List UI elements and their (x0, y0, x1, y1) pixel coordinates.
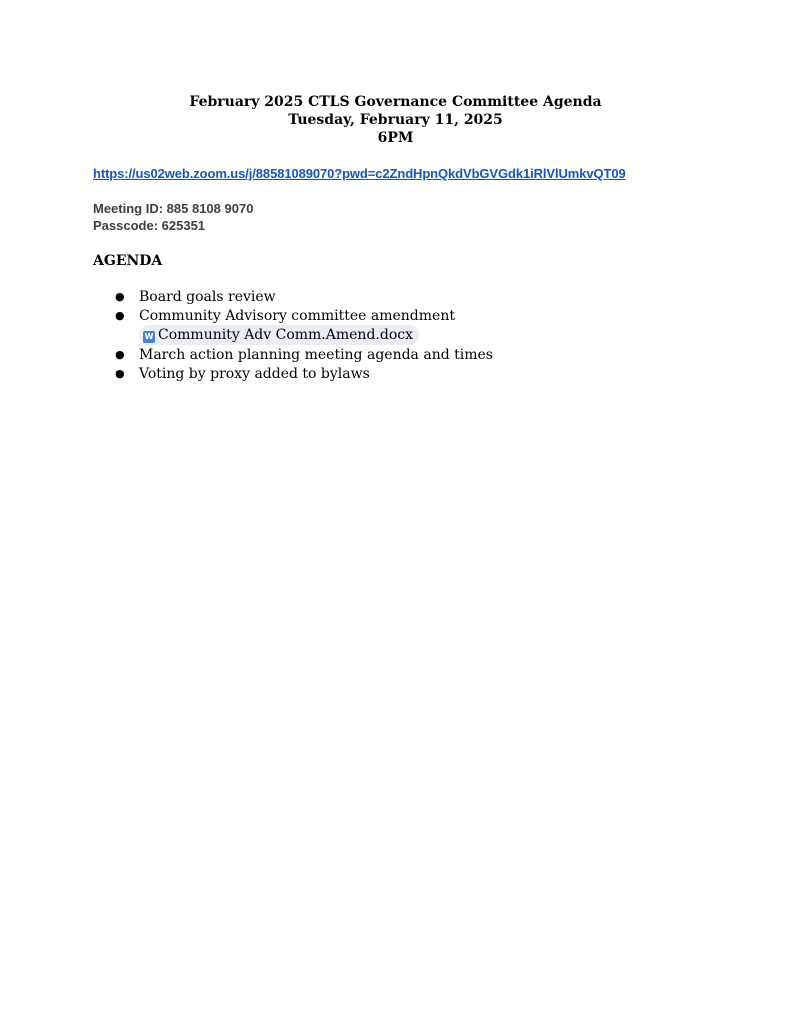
agenda-heading: AGENDA (93, 253, 163, 269)
agenda-item-label: Voting by proxy added to bylaws (139, 365, 370, 382)
agenda-list (0, 288, 493, 383)
attachment-row (0, 325, 493, 346)
file-chip-label: Community Adv Comm.Amend.docx (158, 327, 413, 343)
agenda-item (0, 346, 493, 365)
word-doc-icon: W (144, 332, 154, 341)
agenda-item (0, 288, 493, 307)
zoom-link[interactable]: https://us02web.zoom.us/j/88581089070?pwd=c2ZndHpnQkdVbGVGdk1iRlVlUmkvQT09 (93, 166, 626, 181)
meeting-date: Tuesday, February 11, 2025 (288, 112, 503, 128)
bullet-icon: ● (115, 290, 125, 303)
agenda-item (0, 365, 493, 384)
agenda-item-label: Board goals review (139, 289, 276, 305)
agenda-item-label: March action planning meeting agenda and times (139, 347, 493, 363)
bullet-icon: ● (115, 308, 125, 322)
document-title: February 2025 CTLS Governance Committee Agenda (189, 94, 602, 110)
agenda-item-label: Community Advisory committee amendment (139, 307, 455, 324)
file-chip[interactable] (139, 325, 419, 345)
meeting-time: 6PM (377, 130, 414, 146)
meeting-info (93, 200, 253, 234)
meeting-id: Meeting ID: 885 8108 9070 (93, 201, 254, 216)
meeting-passcode: Passcode: 625351 (93, 218, 206, 233)
bullet-icon: ● (115, 366, 125, 380)
bullet-icon: ● (115, 348, 125, 361)
document-header (0, 93, 791, 147)
agenda-item (0, 307, 493, 326)
